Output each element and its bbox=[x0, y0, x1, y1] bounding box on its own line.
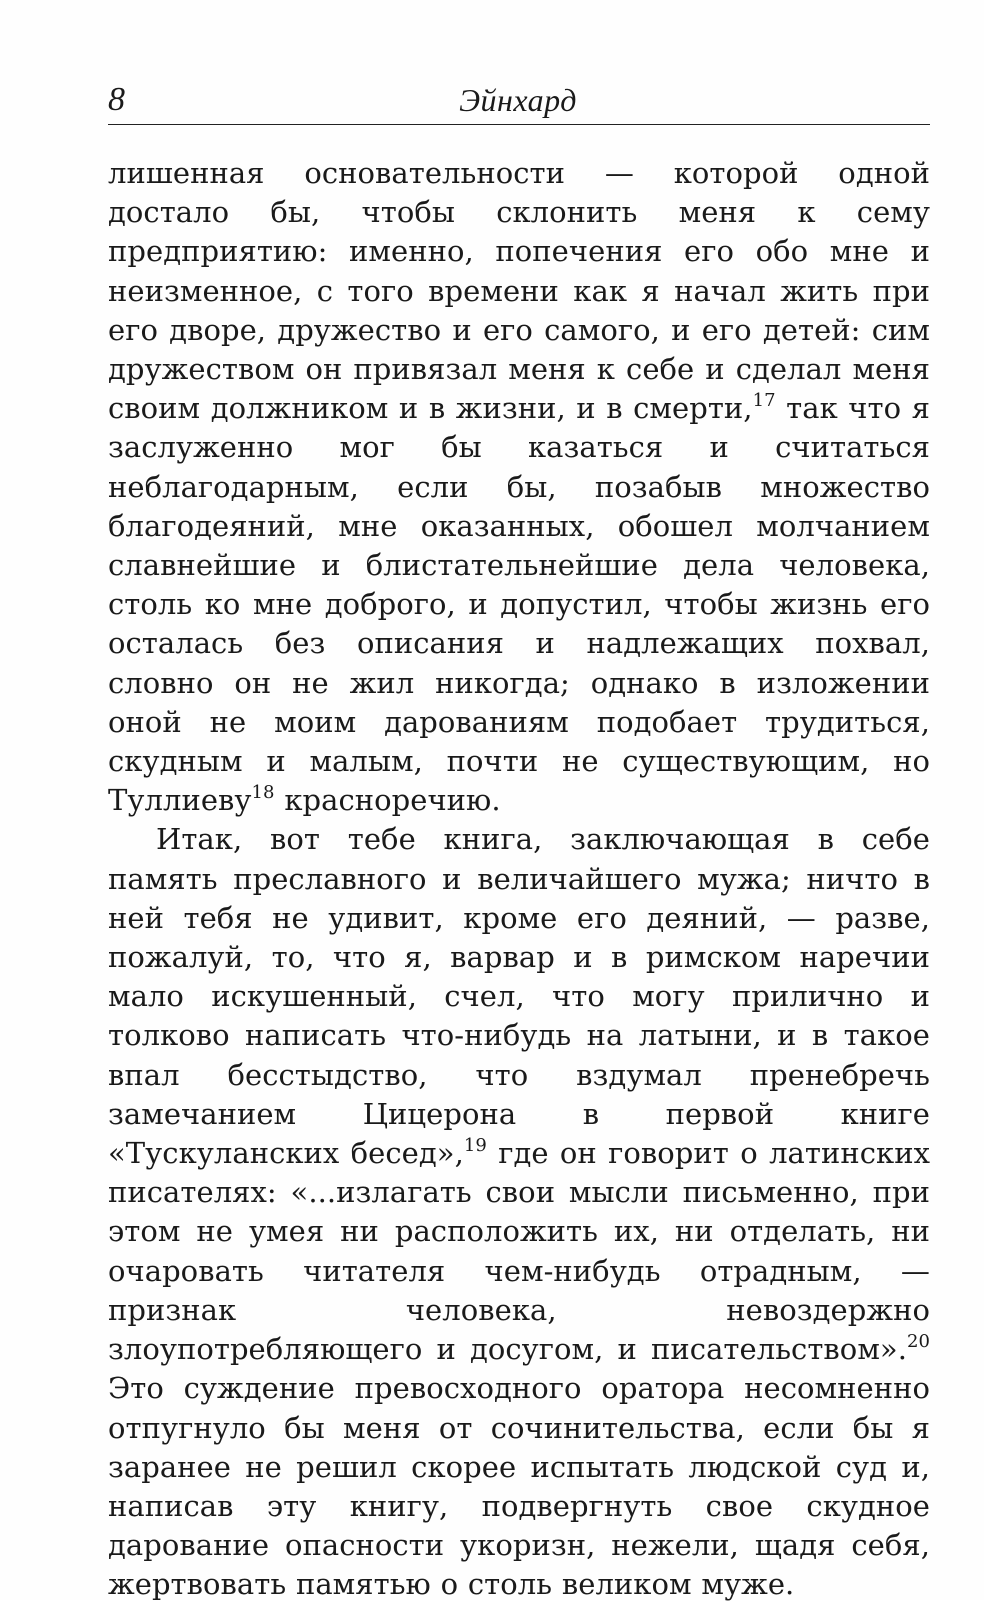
running-head bbox=[108, 82, 928, 122]
footnote-ref-18: 18 bbox=[251, 782, 275, 804]
header-rule bbox=[108, 124, 930, 125]
paragraph-1-text-3: красноречию. bbox=[274, 783, 501, 818]
paragraph-2-text-2: где он говорит о латинских писателях: «...излагать свои мысли письменно, при этом не умея ни расположить их, ни отделать, ни очаровать читателя чем-нибудь отрадным, — признак человека, невоздержно злоупотребляющего и досугом, и писательством». bbox=[108, 1136, 930, 1367]
paragraph-2 bbox=[108, 820, 930, 1604]
paragraph-2-text-3: Это суждение превосходного оратора несомненно отпугнуло бы меня от сочинительства, если бы я заранее не решил скорее испытать людской суд и, написав эту книгу, подвергнуть свое скудное дарование опасности укоризн, нежели, щадя себя, жертвовать памятью о столь великом муже. bbox=[108, 1371, 930, 1602]
footnote-ref-19: 19 bbox=[463, 1135, 487, 1157]
paragraph-2-text-1: Итак, вот тебе книга, заключающая в себе память преславного и величайшего мужа; ничто в ней тебя не удивит, кроме его деяний, — разве, пожалуй, то, что я, варвар и в римском наречии мало искушенный, счел, что могу прилично и толково написать что-нибудь на латыни, и в такое впал бесстыдство, что вздумал пренебречь замечанием Цицерона в первой книге «Тускуланских бесед», bbox=[108, 822, 930, 1171]
paragraph-1 bbox=[108, 154, 930, 820]
paragraph-1-text-1: лишенная основательности — которой одной достало бы, чтобы склонить меня к сему предприятию: именно, попечения его обо мне и неизменное, с того времени как я начал жить при его дворе, дружество и его самого, и его детей: сим дружеством он привязал меня к себе и сделал меня своим должником и в жизни, и в смерти, bbox=[108, 156, 930, 426]
running-title: Эйнхард bbox=[459, 82, 577, 118]
body-text bbox=[108, 154, 930, 1605]
footnote-ref-17: 17 bbox=[752, 390, 776, 412]
footnote-ref-20: 20 bbox=[906, 1331, 930, 1353]
page-number: 8 bbox=[108, 81, 125, 118]
paragraph-1-text-2: так что я заслуженно мог бы казаться и считаться неблагодарным, если бы, позабыв множество благодеяний, мне оказанных, обошел молчанием славнейшие и блистательнейшие дела человека, столь ко мне доброго, и допустил, чтобы жизнь его осталась без описания и надлежащих похвал, словно он не жил никогда; однако в изложении оной не моим дарованиям подобает трудиться, скудным и малым, почти не существующим, но Туллиеву bbox=[108, 391, 930, 818]
